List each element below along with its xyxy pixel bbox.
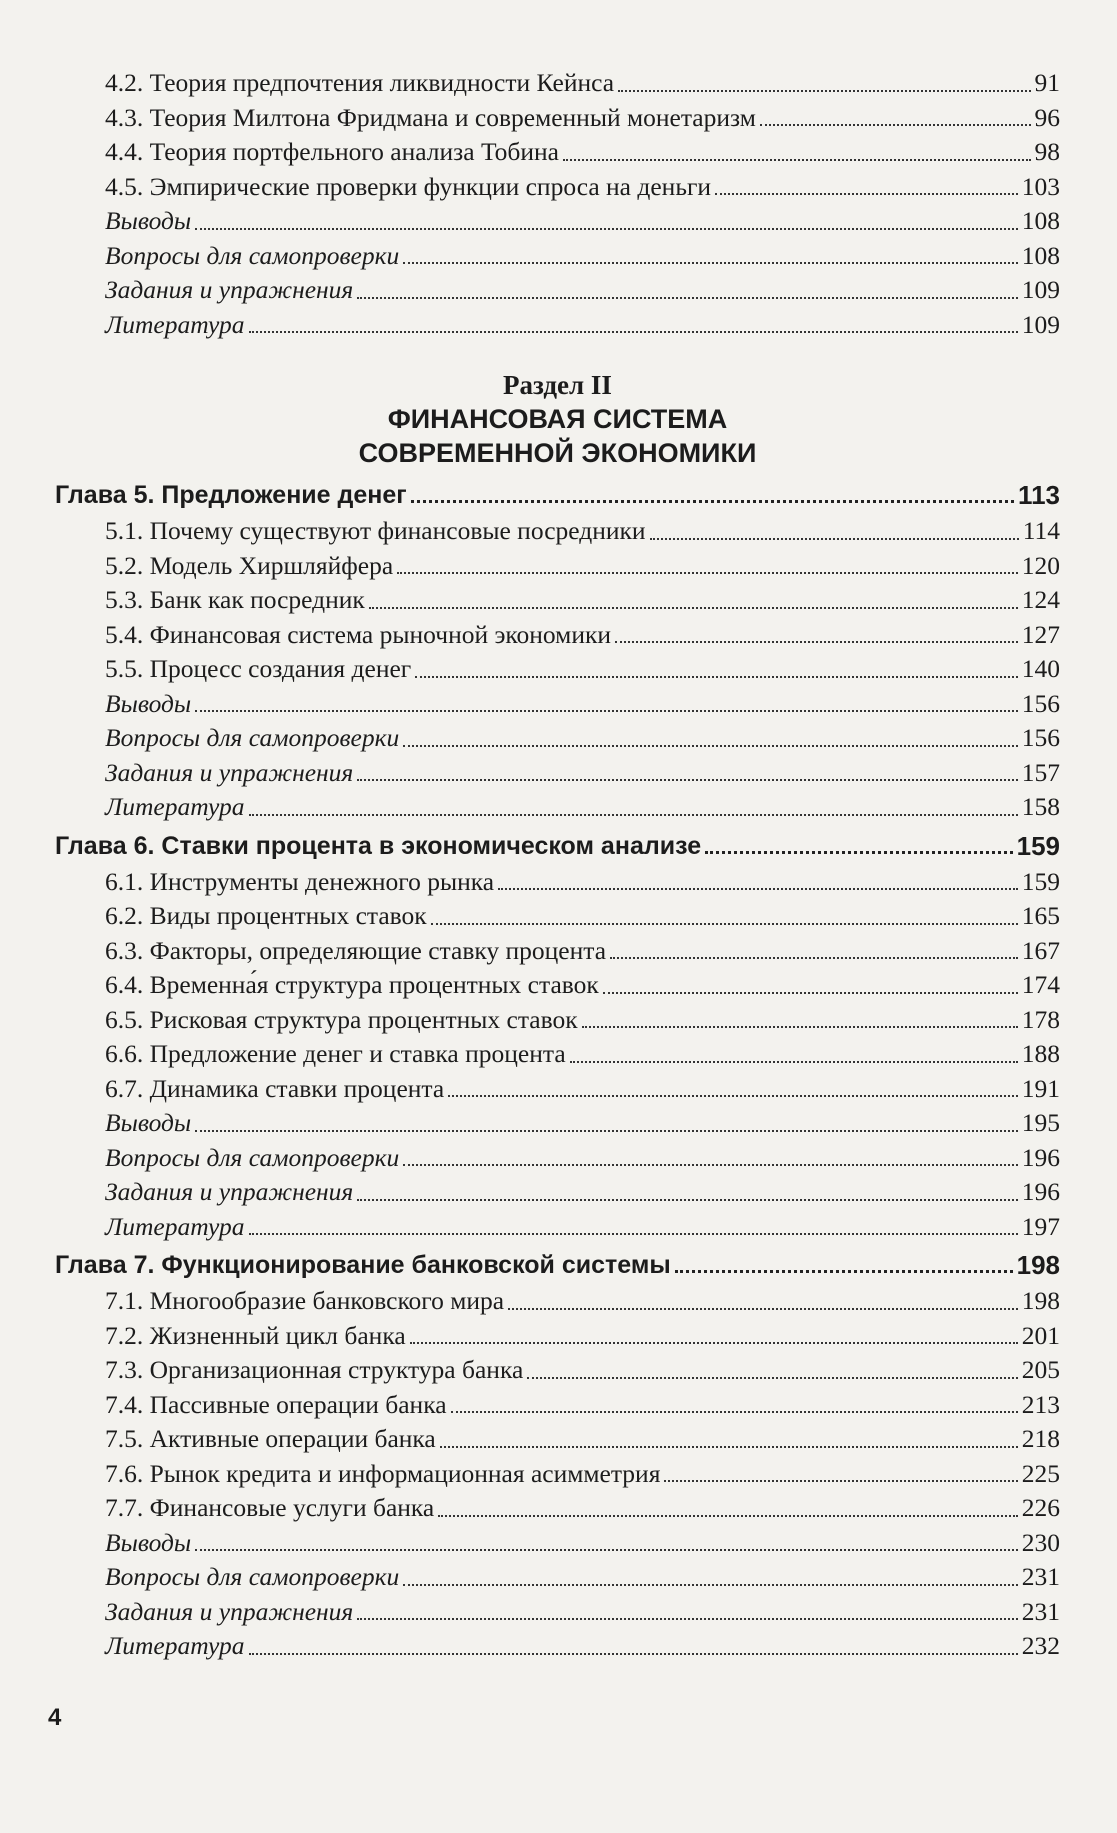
dot-leader [369, 607, 1018, 609]
toc-entry-title: 6.3. Факторы, определяющие ставку процента [105, 935, 607, 965]
dot-leader [249, 331, 1018, 333]
toc-entry-page: 91 [1034, 68, 1060, 97]
toc-entry-page: 124 [1021, 585, 1060, 614]
toc-entry-chapter [55, 827, 1060, 865]
toc-entry-page: 225 [1021, 1458, 1060, 1488]
toc-entry-title: 7.6. Рынок кредита и информационная асимметрия [105, 1458, 661, 1488]
toc-entry-title: 7.4. Пассивные операции банка [105, 1389, 447, 1419]
toc-entry-title: Выводы [105, 206, 192, 235]
toc-entry-page: 226 [1021, 1493, 1060, 1522]
dot-leader [438, 1515, 1018, 1517]
dot-leader [618, 90, 1030, 92]
toc-entry-page: 188 [1021, 1039, 1060, 1068]
toc-entry-sub [55, 549, 1060, 584]
toc-entry-page: 205 [1021, 1355, 1060, 1384]
dot-leader [397, 572, 1018, 574]
toc-entry-sub [55, 1072, 1060, 1107]
dot-leader [582, 1026, 1018, 1028]
toc-entry-title: 6.2. Виды процентных ставок [105, 901, 427, 930]
toc-entry-title: Литература [105, 1211, 245, 1241]
dot-leader [415, 676, 1018, 678]
dot-leader [249, 1233, 1018, 1235]
toc-entry-sub [55, 101, 1060, 136]
dot-leader [603, 992, 1018, 994]
toc-entry-page: 159 [1021, 866, 1060, 896]
toc-entry-page: 140 [1021, 654, 1060, 683]
toc-entry-sub [55, 1037, 1060, 1072]
dot-leader [440, 1446, 1018, 1448]
toc-entry-title: 6.6. Предложение денег и ставка процента [105, 1039, 566, 1068]
dot-leader [527, 1377, 1017, 1379]
toc-entry-misc [55, 756, 1060, 791]
toc-entry-page: 113 [1018, 480, 1060, 510]
toc-entry-title: Вопросы для самопроверки [105, 1142, 400, 1172]
toc-entry-sub [55, 1284, 1060, 1319]
toc-entry-title: 7.7. Финансовые услуги банка [105, 1493, 435, 1522]
toc-entry-misc [55, 721, 1060, 756]
dot-leader [705, 851, 1013, 854]
dot-leader [403, 745, 1017, 747]
toc-entry-misc [55, 687, 1060, 722]
dot-leader [451, 1411, 1018, 1413]
toc-entry-page: 195 [1021, 1108, 1060, 1137]
toc-entry-title: 7.3. Организационная структура банка [105, 1355, 524, 1384]
dot-leader [715, 193, 1018, 195]
toc-entry-title: 7.2. Жизненный цикл банка [105, 1320, 406, 1350]
toc-entry-misc [55, 1141, 1060, 1176]
toc-entry-page: 103 [1021, 171, 1060, 201]
dot-leader [615, 641, 1018, 643]
toc-entry-title: Выводы [105, 1527, 192, 1557]
toc-entry-title: Глава 5. Предложение денег [55, 481, 407, 509]
toc-entry-sub [55, 170, 1060, 205]
toc-entry-title: Задания и упражнения [105, 1596, 354, 1626]
dot-leader [357, 779, 1017, 781]
toc-entry-misc [55, 1210, 1060, 1245]
dot-leader [249, 814, 1018, 816]
toc-entry-page: 198 [1016, 1250, 1060, 1280]
toc-entry-page: 120 [1021, 550, 1060, 580]
toc-entry-title: Задания и упражнения [105, 757, 354, 787]
dot-leader [610, 957, 1018, 959]
toc-entry-page: 213 [1021, 1389, 1060, 1419]
toc-entry-page: 218 [1021, 1424, 1060, 1453]
dot-leader [195, 1130, 1018, 1132]
toc-entry-sub [55, 514, 1060, 549]
dot-leader [508, 1308, 1018, 1310]
dot-leader [760, 124, 1031, 126]
toc-entry-page: 156 [1021, 688, 1060, 718]
toc-entry-misc [55, 1106, 1060, 1141]
toc-entry-misc [55, 1629, 1060, 1664]
toc-entry-page: 231 [1021, 1596, 1060, 1626]
toc-entry-title: 6.7. Динамика ставки процента [105, 1073, 445, 1103]
toc-entry-sub [55, 618, 1060, 653]
toc-entry-page: 178 [1021, 1004, 1060, 1034]
toc-entry-misc [55, 1560, 1060, 1595]
toc-entry-title: 6.4. Временна́я структура процентных ставок [105, 970, 599, 999]
toc-entry-misc [55, 790, 1060, 825]
dot-leader [357, 1618, 1017, 1620]
toc-entry-title: Глава 6. Ставки процента в экономическом анализе [55, 831, 702, 860]
toc-entry-title: 4.5. Эмпирические проверки функции спроса на деньги [105, 171, 712, 201]
toc-entry-title: 7.1. Многообразие банковского мира [105, 1286, 505, 1315]
dot-leader [195, 228, 1018, 230]
toc-entry-page: 96 [1034, 102, 1060, 132]
toc-entry-title: 4.3. Теория Милтона Фридмана и современный монетаризм [105, 102, 756, 132]
toc-entry-page: 157 [1021, 757, 1060, 787]
toc-entry-misc [55, 273, 1060, 308]
table-of-contents [55, 66, 1060, 1664]
toc-entry-title: Выводы [105, 1108, 192, 1137]
toc-entry-title: 5.4. Финансовая система рыночной экономики [105, 619, 612, 649]
toc-entry-sub [55, 1353, 1060, 1388]
dot-leader [448, 1095, 1018, 1097]
dot-leader [195, 1549, 1018, 1551]
toc-entry-page: 159 [1016, 830, 1060, 861]
toc-entry-misc [55, 239, 1060, 274]
toc-entry-misc [55, 308, 1060, 343]
dot-leader [563, 159, 1031, 161]
toc-entry-page: 98 [1034, 137, 1060, 166]
dot-leader [357, 297, 1017, 299]
toc-entry-page: 230 [1021, 1527, 1060, 1557]
toc-entry-page: 174 [1021, 970, 1060, 999]
toc-part-1-continuation [55, 66, 1060, 342]
dot-leader [249, 1653, 1018, 1655]
dot-leader [431, 923, 1018, 925]
toc-entry-misc [55, 1175, 1060, 1210]
toc-entry-page: 191 [1021, 1073, 1060, 1103]
toc-entry-title: Вопросы для самопроверки [105, 723, 400, 752]
toc-entry-page: 156 [1021, 723, 1060, 752]
toc-entry-chapter [55, 1246, 1060, 1284]
toc-entry-page: 158 [1021, 792, 1060, 821]
toc-entry-sub [55, 899, 1060, 934]
toc-entry-sub [55, 583, 1060, 618]
toc-entry-title: Литература [105, 792, 245, 821]
section-heading [55, 368, 1060, 470]
toc-entry-sub [55, 1422, 1060, 1457]
toc-entry-sub [55, 968, 1060, 1003]
toc-entry-sub [55, 652, 1060, 687]
toc-entry-title: Литература [105, 1631, 245, 1660]
toc-entry-sub [55, 934, 1060, 969]
toc-entry-title: Вопросы для самопроверки [105, 240, 400, 270]
toc-entry-title: 7.5. Активные операции банка [105, 1424, 436, 1453]
toc-entry-sub [55, 865, 1060, 900]
dot-leader [650, 538, 1019, 540]
toc-entry-title: 4.2. Теория предпочтения ликвидности Кейнса [105, 68, 615, 97]
toc-entry-page: 127 [1021, 619, 1060, 649]
toc-entry-title: 5.2. Модель Хиршляйфера [105, 550, 394, 580]
toc-entry-page: 231 [1021, 1562, 1060, 1591]
dot-leader [570, 1061, 1018, 1063]
dot-leader [403, 1164, 1017, 1166]
toc-entry-title: Выводы [105, 688, 192, 718]
toc-entry-page: 196 [1021, 1177, 1060, 1206]
toc-entry-page: 108 [1021, 206, 1060, 235]
section-label: Раздел II [503, 370, 612, 400]
toc-entry-title: 4.4. Теория портфельного анализа Тобина [105, 137, 559, 166]
dot-leader [403, 1584, 1017, 1586]
toc-entry-page: 108 [1021, 240, 1060, 270]
toc-entry-page: 232 [1021, 1631, 1060, 1660]
toc-entry-page: 109 [1021, 275, 1060, 304]
toc-entry-page: 167 [1021, 935, 1060, 965]
toc-entry-page: 109 [1021, 309, 1060, 339]
dot-leader [664, 1480, 1017, 1482]
toc-entry-sub [55, 1491, 1060, 1526]
toc-entry-sub [55, 1388, 1060, 1423]
toc-entry-title: 5.3. Банк как посредник [105, 585, 365, 614]
dot-leader [195, 710, 1018, 712]
toc-entry-title: 5.1. Почему существуют финансовые посредники [105, 516, 646, 545]
toc-entry-sub [55, 1457, 1060, 1492]
dot-leader [675, 1270, 1013, 1273]
toc-entry-misc [55, 1526, 1060, 1561]
toc-entry-misc [55, 1595, 1060, 1630]
toc-entry-sub [55, 66, 1060, 101]
dot-leader [403, 262, 1017, 264]
section-title-line-2: СОВРЕМЕННОЙ ЭКОНОМИКИ [358, 438, 757, 468]
toc-entry-title: 6.1. Инструменты денежного рынка [105, 866, 495, 896]
toc-entry-page: 197 [1021, 1211, 1060, 1241]
toc-entry-title: Вопросы для самопроверки [105, 1562, 400, 1591]
toc-entry-sub [55, 1003, 1060, 1038]
toc-entry-chapter [55, 476, 1060, 514]
toc-entry-page: 201 [1021, 1320, 1060, 1350]
dot-leader [410, 1342, 1018, 1344]
toc-entry-sub [55, 1319, 1060, 1354]
page-number: 4 [48, 1704, 62, 1731]
toc-entry-misc [55, 204, 1060, 239]
toc-entry-page: 198 [1021, 1286, 1060, 1315]
toc-part-2 [55, 476, 1060, 1664]
toc-entry-page: 196 [1021, 1142, 1060, 1172]
toc-entry-title: Задания и упражнения [105, 1177, 354, 1206]
toc-entry-title: Литература [105, 309, 245, 339]
toc-entry-title: Глава 7. Функционирование банковской системы [55, 1251, 671, 1279]
dot-leader [498, 888, 1018, 890]
toc-entry-title: 6.5. Рисковая структура процентных ставок [105, 1004, 578, 1034]
toc-entry-title: Задания и упражнения [105, 275, 354, 304]
dot-leader [357, 1199, 1017, 1201]
toc-entry-sub [55, 135, 1060, 170]
toc-entry-page: 114 [1022, 516, 1060, 545]
toc-entry-title: 5.5. Процесс создания денег [105, 654, 412, 683]
toc-entry-page: 165 [1021, 901, 1060, 930]
dot-leader [411, 500, 1014, 503]
section-title-line-1: ФИНАНСОВАЯ СИСТЕМА [387, 404, 728, 434]
